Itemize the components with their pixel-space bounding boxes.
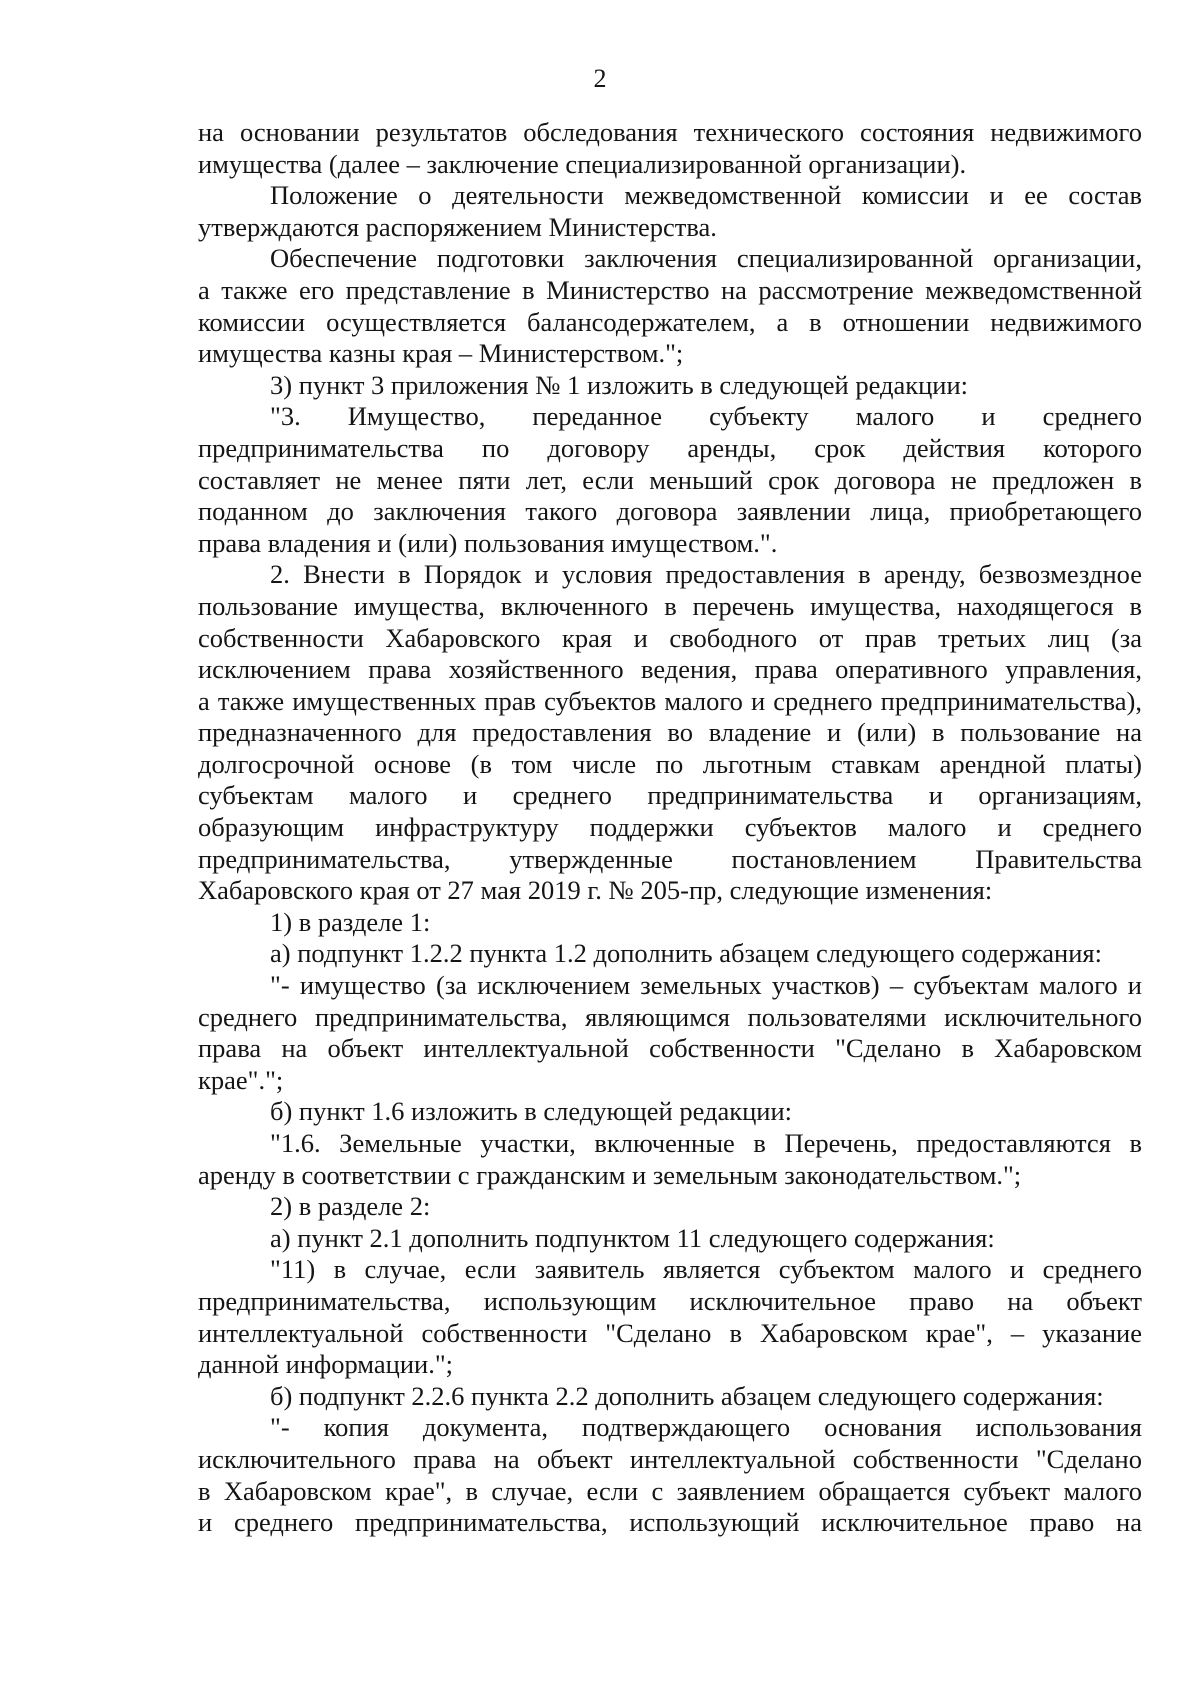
text-line: "- копия документа, подтверждающего основания использования (270, 1412, 1142, 1443)
text-line: комиссии осуществляется балансодержателем, а в отношении недвижимого (198, 306, 1142, 337)
text-line: предпринимательства, утвержденные постановлением Правительства (198, 843, 1142, 874)
text-line: долгосрочной основе (в том числе по льготным ставкам арендной платы) (198, 748, 1142, 779)
text-line: предназначенного для предоставления во владение и (или) в пользование на (198, 717, 1142, 748)
paragraph (198, 243, 1142, 369)
text-line: "3. Имущество, переданное субъекту малого и среднего (270, 401, 1142, 432)
text-line: "1.6. Земельные участки, включенные в Перечень, предоставляются в (270, 1128, 1142, 1158)
text-line: пользование имущества, включенного в перечень имущества, находящегося в (198, 590, 1142, 621)
paragraph (198, 117, 1142, 180)
paragraph (198, 938, 1142, 970)
text-line: 3) пункт 3 приложения № 1 изложить в следующей редакции: (270, 369, 969, 400)
text-line: права владения и (или) пользования имуществом.". (198, 527, 778, 558)
text-line: 2. Внести в Порядок и условия предоставления в аренду, безвозмездное (270, 559, 1142, 590)
text-line: предпринимательства, использующим исключительное право на объект (198, 1285, 1142, 1316)
text-line: аренду в соответствии с гражданским и земельным законодательством."; (198, 1159, 1022, 1190)
text-line: права на объект интеллектуальной собственности "Сделано в Хабаровском (198, 1033, 1142, 1064)
paragraph (198, 1223, 1142, 1255)
text-line: субъектам малого и среднего предпринимательства и организациям, (198, 780, 1142, 811)
paragraph (198, 559, 1142, 907)
text-line: поданном до заключения такого договора заявлении лица, приобретающего (198, 496, 1142, 527)
text-line: б) пункт 1.6 изложить в следующей редакции: (270, 1096, 793, 1127)
text-line: Хабаровского края от 27 мая 2019 г. № 205-пр, следующие изменения: (198, 875, 993, 906)
document-body (198, 117, 1142, 1539)
paragraph (198, 1412, 1142, 1538)
text-line: а) подпункт 1.2.2 пункта 1.2 дополнить абзацем следующего содержания: (270, 938, 1102, 969)
paragraph (198, 1128, 1142, 1191)
text-line: в Хабаровском крае", в случае, если с заявлением обращается субъект малого (198, 1475, 1142, 1506)
text-line: исключительного права на объект интеллектуальной собственности "Сделано (198, 1443, 1142, 1474)
text-line: а также имущественных прав субъектов малого и среднего предпринимательства), (198, 685, 1142, 716)
text-line: а) пункт 2.1 дополнить подпунктом 11 следующего содержания: (270, 1222, 995, 1253)
text-line: и среднего предпринимательства, использующий исключительное право на (198, 1507, 1142, 1538)
text-line: составляет не менее пяти лет, если меньший срок договора не предложен в (198, 464, 1142, 495)
paragraph (198, 1096, 1142, 1128)
paragraph (198, 1254, 1142, 1380)
text-line: предпринимательства по договору аренды, срок действия которого (198, 432, 1142, 463)
paragraph (198, 1381, 1142, 1413)
text-line: Обеспечение подготовки заключения специализированной организации, (270, 243, 1142, 274)
page-number: 2 (593, 64, 607, 93)
paragraph (198, 401, 1142, 559)
text-line: данной информации."; (198, 1349, 453, 1380)
text-line: а также его представление в Министерство на рассмотрение межведомственной (198, 274, 1142, 305)
text-line: имущества (далее – заключение специализированной организации). (198, 148, 967, 179)
text-line: "- имущество (за исключением земельных участков) – субъектам малого и (270, 970, 1142, 1001)
text-line: крае"."; (198, 1064, 284, 1095)
text-line: 1) в разделе 1: (270, 906, 431, 937)
text-line: утверждаются распоряжением Министерства. (198, 211, 717, 242)
text-line: среднего предпринимательства, являющимся пользователями исключительного (198, 1001, 1142, 1032)
paragraph (198, 180, 1142, 243)
text-line: б) подпункт 2.2.6 пункта 2.2 дополнить абзацем следующего содержания: (270, 1380, 1104, 1411)
paragraph (198, 1191, 1142, 1223)
paragraph (198, 907, 1142, 939)
text-line: 2) в разделе 2: (270, 1191, 431, 1222)
text-line: интеллектуальной собственности "Сделано в Хабаровском крае", – указание (198, 1317, 1142, 1348)
text-line: Положение о деятельности межведомственной комиссии и ее состав (270, 180, 1142, 211)
text-line: имущества казны края – Министерством."; (198, 338, 684, 369)
paragraph (198, 970, 1142, 1096)
text-line: "11) в случае, если заявитель является субъектом малого и среднего (270, 1254, 1142, 1285)
paragraph (198, 370, 1142, 402)
text-line: собственности Хабаровского края и свободного от прав третьих лиц (за (198, 622, 1142, 653)
text-line: на основании результатов обследования технического состояния недвижимого (198, 117, 1142, 147)
text-line: исключением права хозяйственного ведения, права оперативного управления, (198, 654, 1142, 685)
text-line: образующим инфраструктуру поддержки субъектов малого и среднего (198, 812, 1142, 843)
